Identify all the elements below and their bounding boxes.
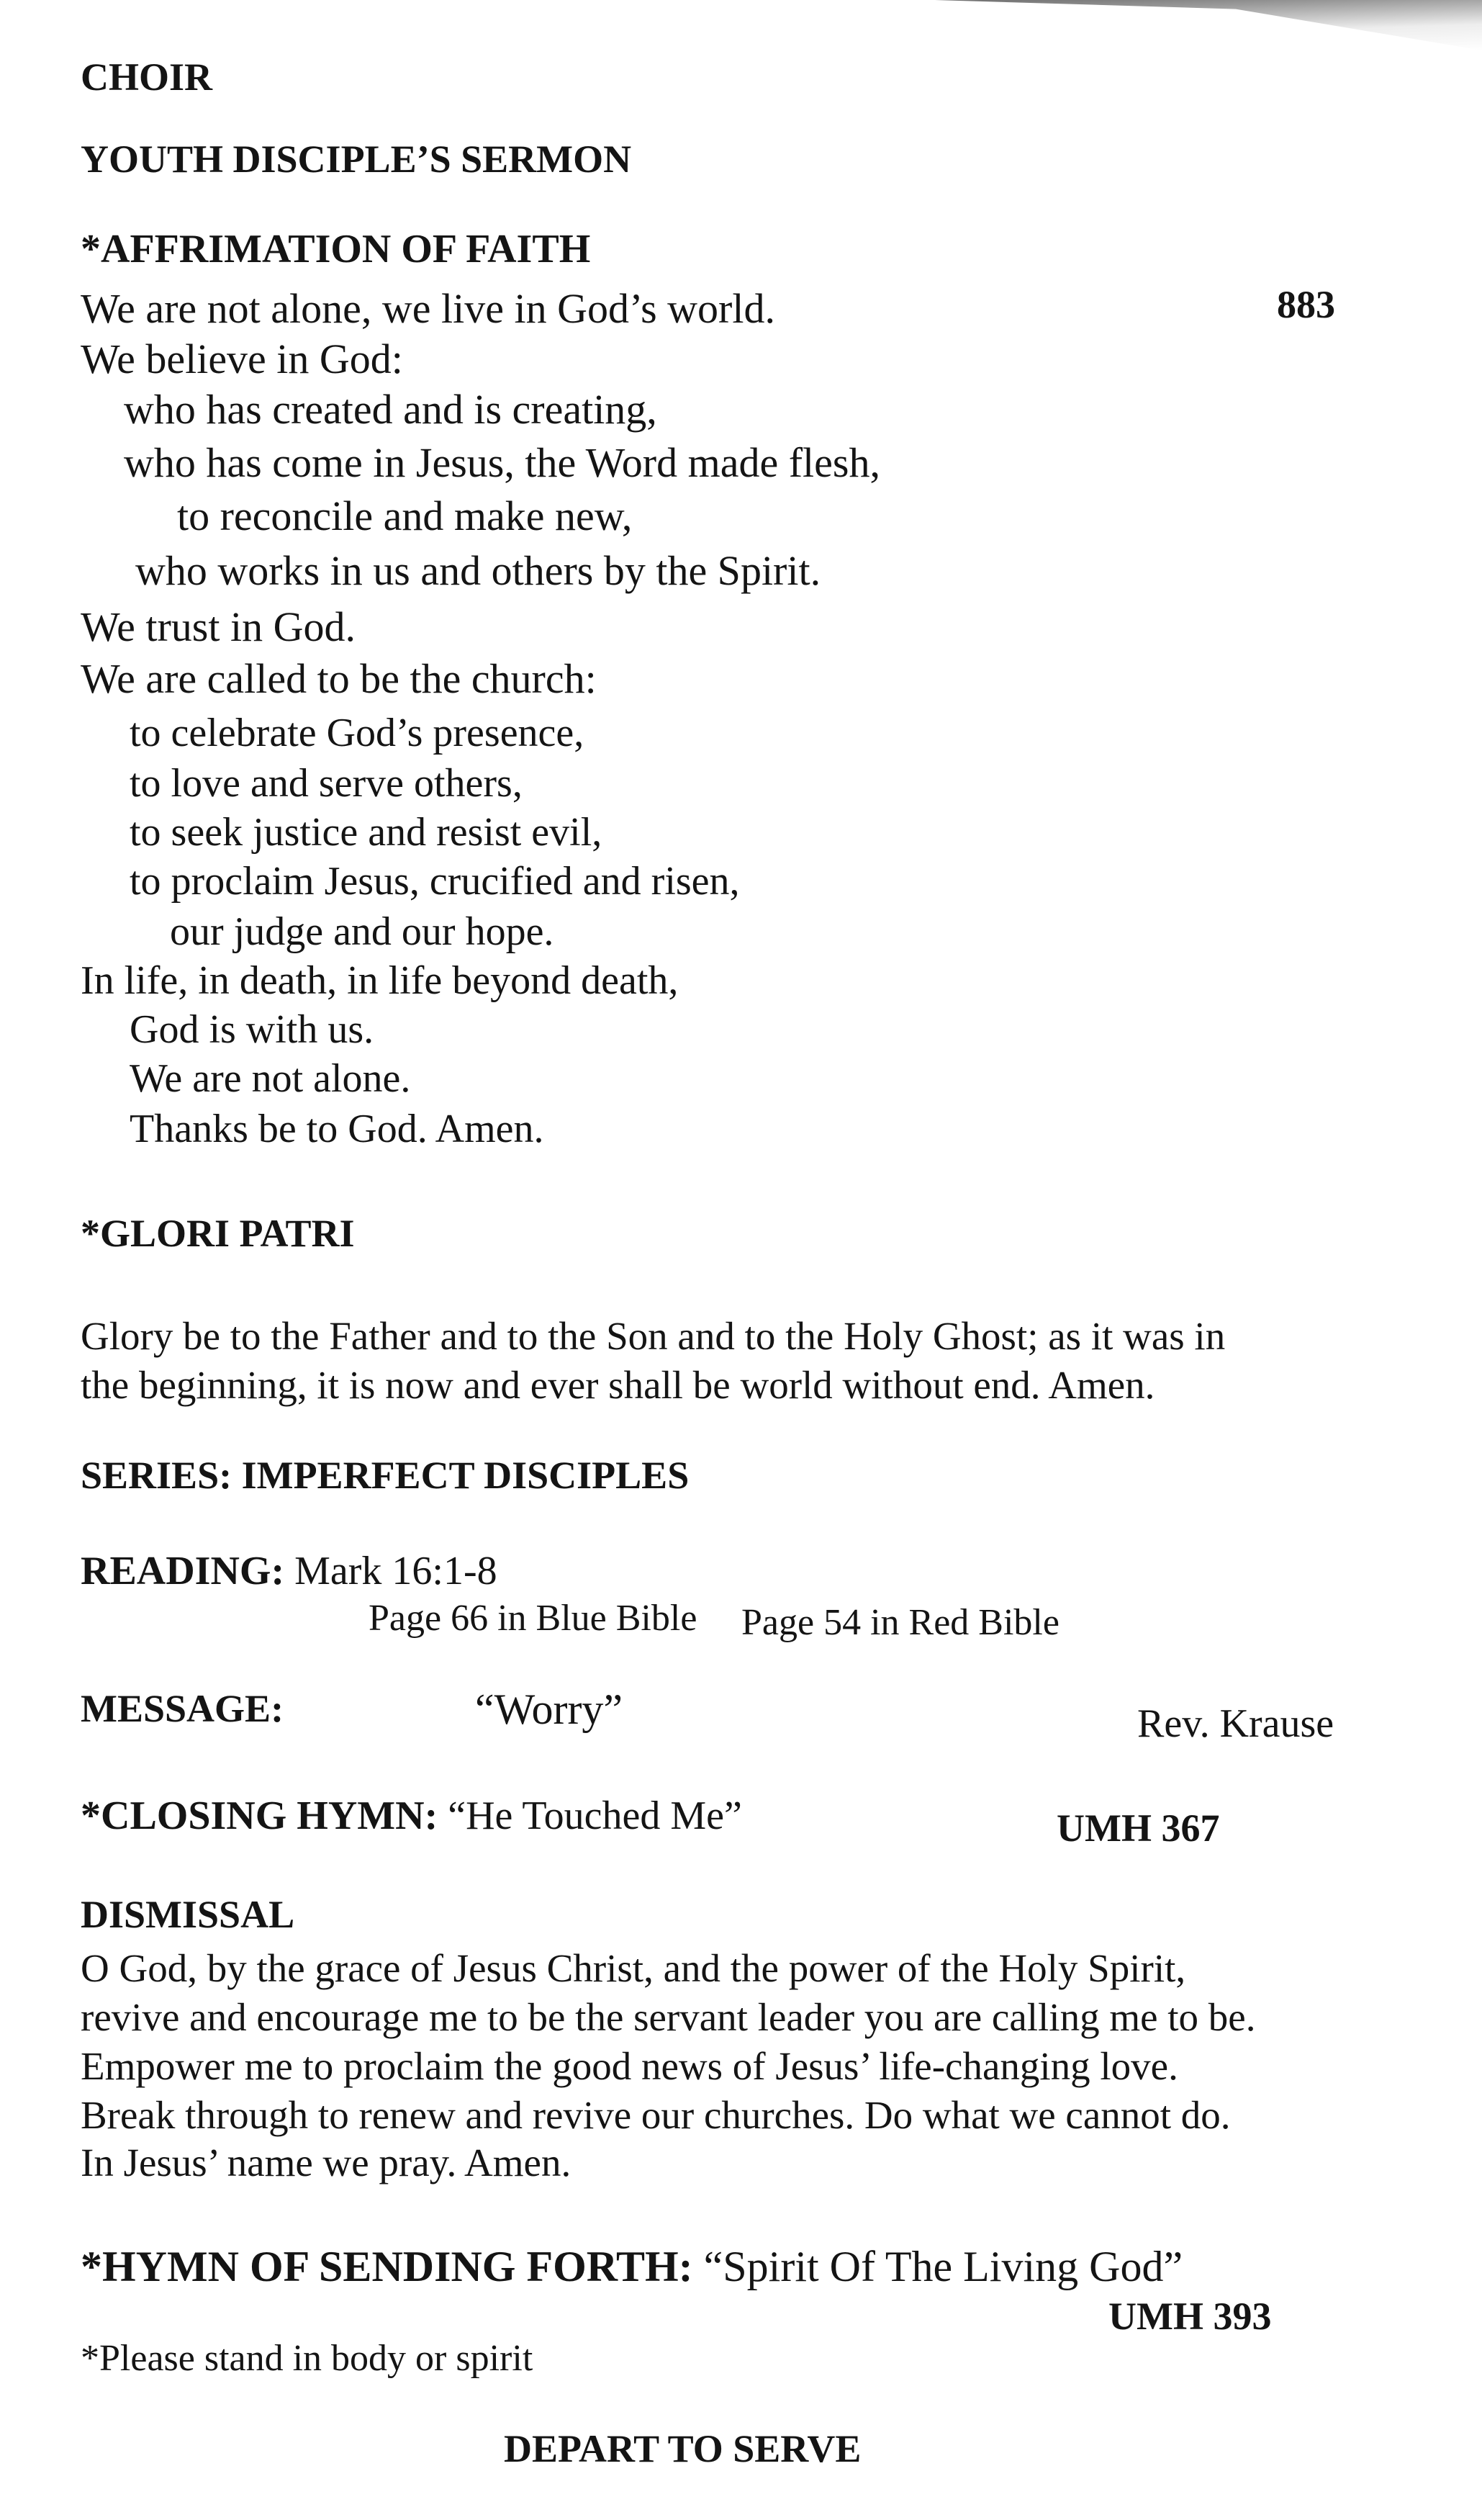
affirmation-line: We trust in God. bbox=[81, 603, 356, 650]
affirmation-line: who has come in Jesus, the Word made flesh, bbox=[124, 439, 880, 486]
sending-hymn-label: *HYMN OF SENDING FORTH: bbox=[81, 2243, 693, 2290]
affirmation-line: our judge and our hope. bbox=[170, 909, 554, 954]
message-speaker: Rev. Krause bbox=[1137, 1701, 1334, 1746]
reading-blue-bible: Page 66 in Blue Bible bbox=[369, 1598, 697, 1639]
affirmation-line: In life, in death, in life beyond death, bbox=[81, 958, 679, 1003]
affirmation-line: We are called to be the church: bbox=[81, 655, 597, 702]
closing-hymn-title: “He Touched Me” bbox=[448, 1794, 742, 1838]
affirmation-line: to reconcile and make new, bbox=[177, 492, 633, 539]
affirmation-line: who works in us and others by the Spirit. bbox=[135, 547, 821, 594]
dismissal-line: revive and encourage me to be the servant leader you are calling me to be. bbox=[81, 1995, 1256, 2039]
closing-hymn-row bbox=[81, 1796, 742, 1836]
affirmation-line: We are not alone, we live in God’s world. bbox=[81, 285, 775, 332]
gloria-line: the beginning, it is now and ever shall be world without end. Amen. bbox=[81, 1363, 1155, 1407]
affirmation-line: Thanks be to God. Amen. bbox=[130, 1107, 544, 1151]
affirmation-number: 883 bbox=[1277, 283, 1335, 326]
reading-red-bible: Page 54 in Red Bible bbox=[741, 1602, 1059, 1643]
message-label: MESSAGE: bbox=[81, 1687, 284, 1730]
dismissal-line: Break through to renew and revive our churches. Do what we cannot do. bbox=[81, 2093, 1231, 2137]
reading-passage: Mark 16:1-8 bbox=[294, 1549, 497, 1593]
dismissal-line: Empower me to proclaim the good news of Jesus’ life-changing love. bbox=[81, 2044, 1178, 2088]
affirmation-heading: *AFFRIMATION OF FAITH bbox=[81, 227, 591, 271]
affirmation-line: to proclaim Jesus, crucified and risen, bbox=[130, 859, 740, 904]
reading-row bbox=[81, 1551, 497, 1591]
sending-hymn-number: UMH 393 bbox=[1108, 2295, 1272, 2338]
affirmation-line: We believe in God: bbox=[81, 336, 403, 382]
closing-hymn-label: *CLOSING HYMN: bbox=[81, 1794, 438, 1838]
affirmation-line: to celebrate God’s presence, bbox=[130, 711, 584, 755]
affirmation-line: who has created and is creating, bbox=[124, 386, 657, 433]
sending-hymn-title: “Spirit Of The Living God” bbox=[703, 2243, 1183, 2290]
gloria-line: Glory be to the Father and to the Son and to the Holy Ghost; as it was in bbox=[81, 1314, 1226, 1358]
affirmation-line: to love and serve others, bbox=[130, 761, 523, 806]
reading-label: READING: bbox=[81, 1549, 285, 1593]
choir-heading: CHOIR bbox=[81, 55, 213, 99]
youth-sermon-heading: YOUTH DISCIPLE’S SERMON bbox=[81, 138, 632, 181]
depart-to-serve: DEPART TO SERVE bbox=[504, 2427, 862, 2470]
dismissal-heading: DISMISSAL bbox=[81, 1893, 295, 1936]
gloria-heading: *GLORI PATRI bbox=[81, 1212, 355, 1255]
series-heading: SERIES: IMPERFECT DISCIPLES bbox=[81, 1454, 690, 1497]
closing-hymn-number: UMH 367 bbox=[1057, 1806, 1220, 1850]
page-edge-shadow bbox=[935, 0, 1482, 50]
dismissal-line: O God, by the grace of Jesus Christ, and the power of the Holy Spirit, bbox=[81, 1946, 1186, 1990]
footnote: *Please stand in body or spirit bbox=[81, 2338, 533, 2379]
affirmation-line: to seek justice and resist evil, bbox=[130, 810, 602, 855]
affirmation-line: We are not alone. bbox=[130, 1056, 411, 1101]
affirmation-line: God is with us. bbox=[130, 1007, 374, 1052]
message-title: “Worry” bbox=[475, 1686, 623, 1733]
dismissal-line: In Jesus’ name we pray. Amen. bbox=[81, 2141, 571, 2184]
sending-hymn-row bbox=[81, 2245, 1183, 2288]
